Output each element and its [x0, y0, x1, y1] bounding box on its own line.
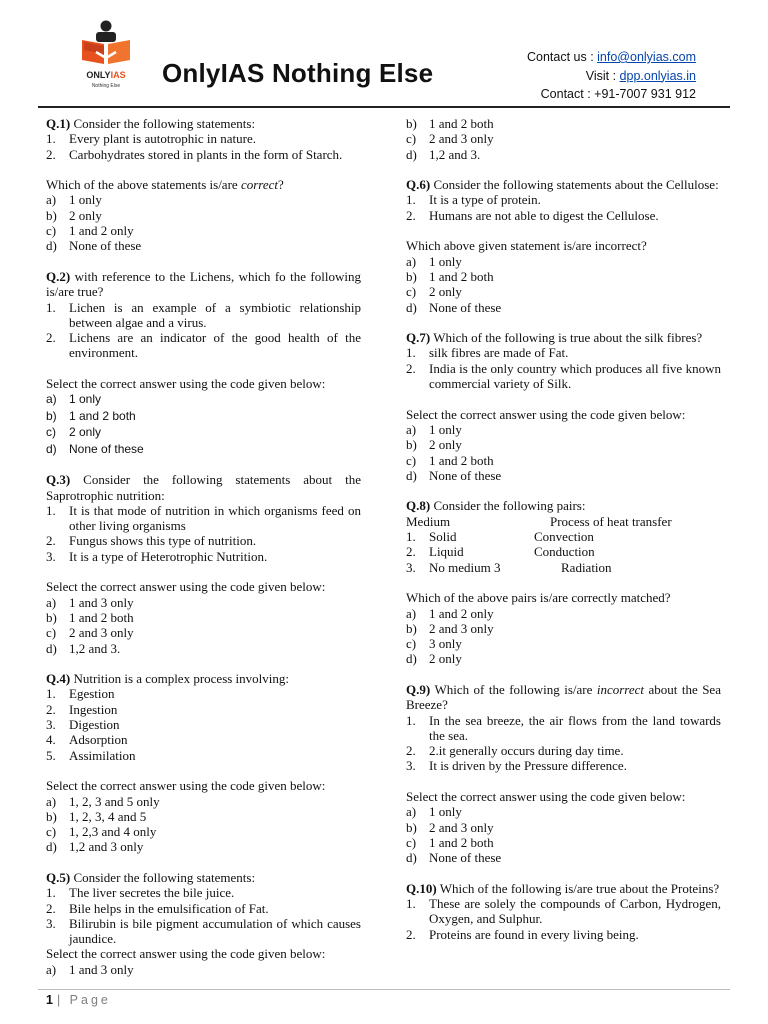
footer-divider [38, 989, 730, 990]
statement-item: 2. Ingestion [46, 701, 118, 717]
answer-option: a) 1 and 3 only [46, 961, 134, 977]
question-stem: Q.1) Consider the following statements: [46, 116, 256, 131]
visit-url-link[interactable]: dpp.onlyias.in [619, 68, 696, 83]
answer-option: d) None of these [46, 441, 144, 456]
svg-text:Nothing Else: Nothing Else [91, 83, 121, 89]
answer-option: c) 1 and 2 both [406, 834, 494, 850]
statement-item: 1. It is that mode of nutrition in which organisms feed on other living organisms [46, 502, 361, 534]
answer-option: b) 1 and 2 both [406, 116, 494, 131]
statement-item: 1. Egestion [46, 686, 115, 702]
answer-option: a) 1 only [46, 192, 102, 208]
question-stem: Q.6) Consider the following statements about the Cellulose: [406, 177, 719, 193]
answer-option: c) 1 and 2 only [46, 223, 134, 239]
answer-option: c) 2 and 3 only [46, 625, 134, 641]
pairs-header-process: Process of heat transfer [550, 513, 672, 529]
statement-item: 2. Carbohydrates stored in plants in the form of Starch. [46, 146, 343, 162]
answer-option: c) 1, 2,3 and 4 only [46, 824, 157, 840]
statement-item: 3. It is a type of Heterotrophic Nutrition. [46, 548, 268, 564]
statement-item: 1. The liver secretes the bile juice. [46, 885, 235, 901]
question-prompt: Select the correct answer using the code given below: [46, 579, 326, 595]
question-prompt: Select the correct answer using the code given below: [46, 778, 326, 794]
question-prompt: Select the correct answer using the code given below: [406, 789, 686, 805]
right-column [406, 116, 721, 942]
question-stem: Q.9) Which of the following is/are incorrect about the Sea Breeze? [406, 681, 721, 713]
answer-option: b) 2 only [46, 207, 102, 223]
answer-option: d) 1,2 and 3. [406, 146, 481, 162]
pair-row: 1. Solid Convection [406, 529, 594, 545]
statement-item: 2. Bile helps in the emulsification of Fat. [46, 900, 269, 916]
question-2 [46, 269, 361, 457]
contact-email-link[interactable]: info@onlyias.com [597, 50, 696, 64]
question-5 [46, 870, 361, 977]
answer-option: b) 2 and 3 only [406, 620, 494, 636]
question-prompt: Select the correct answer using the code given below: [46, 946, 326, 962]
pairs-header-medium: Medium [406, 513, 451, 529]
answer-option: b) 2 only [406, 437, 462, 453]
header-divider [38, 106, 730, 108]
answer-option: b) 2 and 3 only [406, 819, 494, 835]
contact-block [527, 48, 696, 104]
answer-option: c) 1 and 2 both [406, 452, 494, 468]
question-3 [46, 472, 361, 656]
answer-option: a) 1, 2, 3 and 5 only [46, 793, 160, 809]
answer-option: a) 1 only [406, 804, 462, 820]
brand-title: OnlyIAS Nothing Else [162, 58, 434, 88]
left-column [46, 116, 361, 977]
onlyias-logo [74, 20, 138, 94]
statement-item: 3. It is driven by the Pressure difference. [406, 758, 627, 774]
statement-item: 1. Every plant is autotrophic in nature. [46, 131, 257, 147]
pairs-header [406, 514, 721, 529]
answer-option: c) 3 only [406, 636, 462, 652]
answer-option: d) None of these [406, 299, 502, 315]
contact-email-line [527, 48, 696, 67]
statement-item: 1. silk fibres are made of Fat. [406, 345, 569, 361]
answer-option: b) 1, 2, 3, 4 and 5 [46, 808, 147, 824]
phone-line: Contact : +91-7007 931 912 [540, 87, 696, 101]
page-label: | Page [56, 993, 111, 1007]
statement-item: 2. 2.it generally occurs during day time. [406, 743, 624, 759]
question-4 [46, 671, 361, 855]
answer-option: a) 1 only [46, 392, 102, 407]
question-stem: Q.4) Nutrition is a complex process involving: [46, 671, 290, 687]
answer-option: d) None of these [406, 467, 502, 483]
logo-graphic [74, 20, 138, 94]
answer-option: c) 2 only [406, 284, 462, 300]
statement-item: 2. Humans are not able to digest the Cellulose. [406, 207, 659, 223]
pair-row: 3. No medium 3 Radiation [406, 559, 612, 575]
question-prompt: Select the correct answer using the code given below: [406, 406, 686, 422]
answer-option: a) 1 only [406, 253, 462, 269]
question-10 [406, 881, 721, 942]
answer-option: d) None of these [46, 238, 142, 254]
statement-item: 3. Digestion [46, 717, 120, 733]
question-stem: Q.8) Consider the following pairs: [406, 498, 586, 514]
answer-option: b) 1 and 2 both [406, 268, 494, 284]
answer-option: d) 1,2 and 3. [46, 640, 121, 656]
answer-option: b) 1 and 2 both [46, 609, 134, 625]
statement-item: 1. These are solely the compounds of Carbon, Hydrogen, Oxygen, and Sulphur. [406, 896, 721, 927]
statement-item: 2. Fungus shows this type of nutrition. [46, 533, 257, 549]
contact-label: Contact us : [526, 50, 598, 64]
answer-option: d) None of these [406, 850, 502, 866]
statement-item: 2. Lichens are an indicator of the good health of the environment. [46, 330, 361, 361]
answer-option: b) 1 and 2 both [46, 408, 136, 423]
question-6 [406, 177, 721, 315]
statement-item: 2. Proteins are found in every living being. [406, 926, 639, 942]
visit-label: Visit : [585, 68, 620, 83]
question-prompt: Select the correct answer using the code given below: [46, 376, 326, 392]
answer-option: a) 1 and 2 only [406, 605, 494, 621]
statement-item: 1. In the sea breeze, the air flows from the land towards the sea. [406, 712, 721, 743]
question-stem: Q.3) Consider the following statements about the Saprotrophic nutrition: [46, 472, 361, 503]
question-prompt: Which above given statement is/are incorrect? [406, 238, 647, 254]
answer-option: a) 1 only [406, 421, 462, 437]
answer-option: c) 2 only [46, 425, 102, 440]
answer-option: d) 1,2 and 3 only [46, 839, 144, 855]
statement-item: 4. Adsorption [46, 732, 128, 748]
svg-text:ONLYIAS: ONLYIAS [86, 70, 126, 80]
page-number: 1 [46, 993, 53, 1007]
question-prompt: Which of the above statements is/are correct? [46, 177, 284, 193]
question-stem: Q.7) Which of the following is true about the silk fibres? [406, 330, 703, 346]
question-8 [406, 498, 721, 666]
question-7 [406, 330, 721, 483]
question-stem: Q.5) Consider the following statements: [46, 869, 256, 885]
answer-option: a) 1 and 3 only [46, 594, 134, 610]
question-stem: Q.10) Which of the following is/are true about the Proteins? [406, 880, 720, 896]
question-9 [406, 682, 721, 866]
question-1 [46, 116, 361, 254]
statement-item: 5. Assimilation [46, 747, 136, 763]
question-prompt: Which of the above pairs is/are correctly matched? [406, 590, 671, 606]
statement-item: 2. India is the only country which produces all five known commercial variety of Silk. [406, 360, 721, 392]
statement-item: 1. It is a type of protein. [406, 192, 541, 208]
answer-option: c) 2 and 3 only [406, 131, 494, 147]
visit-line [527, 67, 696, 86]
pair-row: 2. Liquid Conduction [406, 544, 595, 560]
question-stem: Q.2) with reference to the Lichens, which fo the following is/are true? [46, 268, 361, 300]
statement-item: 1. Lichen is an example of a symbiotic relationship between algae and a virus. [46, 299, 361, 330]
question-5-continued [406, 116, 721, 162]
answer-option: d) 2 only [406, 651, 462, 667]
page-footer [46, 993, 111, 1007]
statement-item: 3. Bilirubin is bile pigment accumulation of which causes jaundice. [46, 915, 361, 947]
